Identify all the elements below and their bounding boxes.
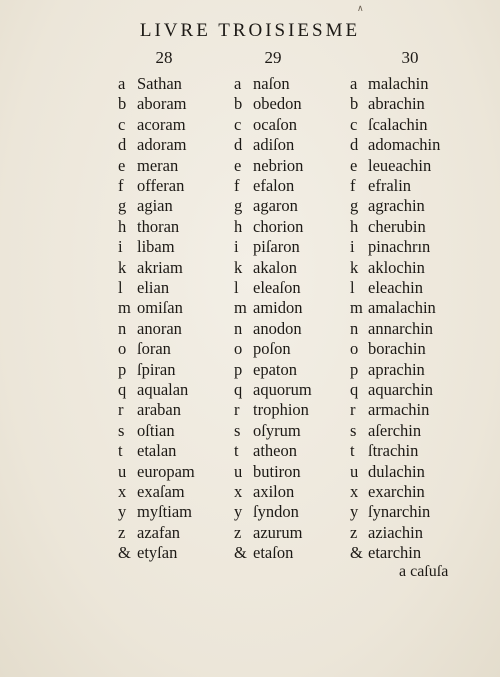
table-row — [0, 237, 500, 257]
word-col-28: meran — [137, 155, 179, 175]
letter-col-30: l — [350, 278, 355, 297]
letter-col-28: a — [118, 74, 126, 93]
word-col-30: aprachin — [368, 359, 425, 379]
running-head: LIVRE TROISIESME — [139, 20, 361, 41]
letter-col-29: c — [234, 114, 242, 134]
letter-col-30: u — [350, 461, 359, 481]
letter-col-30: s — [350, 420, 357, 440]
letter-col-29: a — [234, 74, 242, 93]
word-col-29: chorion — [253, 216, 304, 236]
word-col-28: ſoran — [137, 339, 171, 359]
table-row — [0, 319, 500, 339]
word-col-28: myſtiam — [137, 502, 192, 522]
table-row — [0, 135, 500, 155]
word-col-30: adomachin — [368, 135, 441, 155]
word-col-29: naſon — [253, 74, 290, 93]
letter-col-28: l — [118, 278, 123, 297]
word-col-28: ſpiran — [137, 359, 176, 379]
table-row — [0, 278, 500, 298]
letter-col-28: m — [118, 298, 131, 318]
word-col-28: azafan — [137, 522, 181, 542]
letter-col-29: u — [234, 461, 243, 481]
table-row — [0, 380, 500, 400]
word-col-30: aſerchin — [368, 420, 422, 440]
letter-col-30: f — [350, 176, 356, 195]
letter-col-28: e — [118, 155, 126, 175]
word-col-29: azurum — [253, 522, 303, 542]
letter-col-30: t — [350, 441, 355, 461]
letter-col-28: & — [118, 543, 131, 563]
word-col-29: akalon — [253, 257, 297, 277]
letter-col-28: t — [118, 441, 123, 461]
word-col-29: oſyrum — [253, 420, 301, 440]
letter-col-28: f — [118, 176, 124, 195]
word-col-30: aquarchin — [368, 380, 434, 399]
letter-col-29: b — [234, 94, 243, 114]
word-col-30: ſcalachin — [368, 114, 428, 134]
word-col-28: europam — [137, 461, 195, 481]
word-col-28: oſtian — [137, 420, 175, 440]
catchword: a caſuſa — [399, 563, 449, 580]
letter-col-28: s — [118, 420, 125, 440]
table-row — [0, 115, 500, 135]
letter-col-30: h — [350, 216, 359, 236]
printer-mark: ∧ — [357, 4, 364, 14]
letter-col-29: m — [234, 298, 247, 318]
word-col-30: annarchin — [368, 318, 434, 338]
word-col-30: ſynarchin — [368, 502, 431, 522]
letter-col-28: d — [118, 135, 127, 155]
word-col-29: butiron — [253, 461, 301, 481]
letter-col-30: a — [350, 74, 358, 93]
word-col-29: eleaſon — [253, 278, 301, 297]
word-col-28: aboram — [137, 94, 187, 114]
word-col-30: exarchin — [368, 482, 425, 501]
word-col-30: pinachrın — [368, 237, 431, 257]
word-col-29: etaſon — [253, 543, 294, 563]
letter-col-29: r — [234, 400, 240, 420]
word-col-30: aklochin — [368, 257, 425, 277]
letter-col-29: q — [234, 380, 243, 399]
letter-col-30: n — [350, 318, 359, 338]
word-col-30: cherubin — [368, 216, 426, 236]
letter-col-29: p — [234, 359, 243, 379]
letter-col-29: g — [234, 196, 243, 216]
word-col-30: dulachin — [368, 461, 425, 481]
table-row — [0, 196, 500, 216]
letter-col-30: p — [350, 359, 359, 379]
word-col-30: abrachin — [368, 94, 425, 114]
column-number-30: 30 — [401, 48, 419, 67]
letter-col-30: r — [350, 400, 356, 420]
word-col-29: epaton — [253, 359, 297, 379]
letter-col-29: o — [234, 339, 243, 359]
letter-col-29: x — [234, 482, 243, 501]
letter-col-29: & — [234, 543, 247, 563]
letter-col-29: y — [234, 502, 243, 522]
letter-col-29: s — [234, 420, 241, 440]
word-col-30: amalachin — [368, 298, 436, 318]
letter-col-30: e — [350, 155, 358, 175]
letter-col-30: q — [350, 380, 359, 399]
word-col-28: offeran — [137, 176, 185, 195]
word-col-29: agaron — [253, 196, 298, 216]
word-col-29: ſyndon — [253, 502, 299, 522]
table-row — [0, 176, 500, 196]
word-col-28: omiſan — [137, 298, 183, 318]
letter-col-30: d — [350, 135, 359, 155]
table-row — [0, 421, 500, 441]
letter-col-30: b — [350, 94, 359, 114]
letter-col-30: x — [350, 482, 359, 501]
word-col-29: obedon — [253, 94, 302, 114]
word-col-28: Sathan — [137, 74, 182, 93]
letter-col-29: i — [234, 237, 239, 257]
table-row — [0, 462, 500, 482]
letter-col-30: z — [350, 522, 358, 542]
word-col-28: araban — [137, 400, 181, 420]
table-row — [0, 339, 500, 359]
word-col-28: etalan — [137, 441, 177, 461]
word-col-30: eleachin — [368, 278, 423, 297]
table-row — [0, 502, 500, 522]
letter-col-30: i — [350, 237, 355, 257]
word-col-30: aziachin — [368, 522, 423, 542]
letter-col-28: u — [118, 461, 127, 481]
word-col-30: armachin — [368, 400, 430, 420]
letter-col-29: z — [234, 522, 242, 542]
word-col-29: nebrion — [253, 155, 304, 175]
letter-col-30: c — [350, 114, 358, 134]
word-col-28: agian — [137, 196, 173, 216]
letter-col-28: z — [118, 522, 126, 542]
letter-col-28: r — [118, 400, 124, 420]
word-col-29: aquorum — [253, 380, 312, 399]
table-row — [0, 258, 500, 278]
word-col-29: atheon — [253, 441, 297, 461]
word-col-29: amidon — [253, 298, 303, 318]
word-col-28: etyſan — [137, 543, 178, 563]
table-row — [0, 400, 500, 420]
letter-col-30: y — [350, 502, 359, 522]
letter-col-28: i — [118, 237, 123, 257]
letter-col-30: o — [350, 339, 359, 359]
column-number-29: 29 — [264, 48, 282, 67]
table-row — [0, 482, 500, 502]
table-row — [0, 217, 500, 237]
word-col-30: efralin — [368, 176, 412, 195]
letter-col-29: f — [234, 176, 240, 195]
word-col-28: adoram — [137, 135, 187, 155]
table-row — [0, 543, 500, 563]
table-row — [0, 360, 500, 380]
word-col-28: elian — [137, 278, 170, 297]
letter-col-28: h — [118, 216, 127, 236]
table-row — [0, 156, 500, 176]
word-col-29: piſaron — [253, 237, 300, 257]
word-col-29: axilon — [253, 482, 295, 501]
letter-col-28: x — [118, 482, 127, 501]
word-col-29: poſon — [253, 339, 291, 359]
table-row — [0, 94, 500, 114]
word-col-30: ſtrachin — [368, 441, 419, 461]
word-col-30: etarchin — [368, 543, 422, 563]
word-col-30: malachin — [368, 74, 429, 93]
table-row — [0, 74, 500, 94]
table-row — [0, 441, 500, 461]
letter-col-28: n — [118, 318, 127, 338]
word-col-29: adiſon — [253, 135, 295, 155]
letter-col-30: & — [350, 543, 363, 563]
letter-col-28: o — [118, 339, 127, 359]
letter-col-29: t — [234, 441, 239, 461]
letter-col-30: g — [350, 196, 359, 216]
word-col-28: anoran — [137, 318, 182, 338]
word-col-29: anodon — [253, 318, 302, 338]
word-col-30: leueachin — [368, 155, 432, 175]
word-col-28: acoram — [137, 114, 186, 134]
letter-col-28: p — [118, 359, 127, 379]
letter-col-30: k — [350, 257, 359, 277]
word-col-28: libam — [137, 237, 175, 257]
table-row — [0, 298, 500, 318]
word-col-29: ocaſon — [253, 114, 297, 134]
word-col-28: aqualan — [137, 380, 189, 399]
word-col-29: trophion — [253, 400, 309, 420]
letter-col-29: h — [234, 216, 243, 236]
letter-col-29: l — [234, 278, 239, 297]
letter-col-29: k — [234, 257, 243, 277]
word-col-30: borachin — [368, 339, 426, 359]
letter-col-28: k — [118, 257, 127, 277]
letter-col-29: e — [234, 155, 242, 175]
letter-col-28: g — [118, 196, 127, 216]
word-col-28: exaſam — [137, 482, 185, 501]
word-col-29: efalon — [253, 176, 295, 195]
word-col-28: thoran — [137, 216, 180, 236]
letter-col-28: b — [118, 94, 127, 114]
letter-col-28: y — [118, 502, 127, 522]
word-col-28: akriam — [137, 257, 183, 277]
letter-col-30: m — [350, 298, 363, 318]
letter-col-28: c — [118, 114, 126, 134]
word-col-30: agrachin — [368, 196, 425, 216]
letter-col-28: q — [118, 380, 127, 399]
letter-col-29: n — [234, 318, 243, 338]
letter-col-29: d — [234, 135, 243, 155]
table-row — [0, 523, 500, 543]
column-number-28: 28 — [155, 48, 173, 67]
